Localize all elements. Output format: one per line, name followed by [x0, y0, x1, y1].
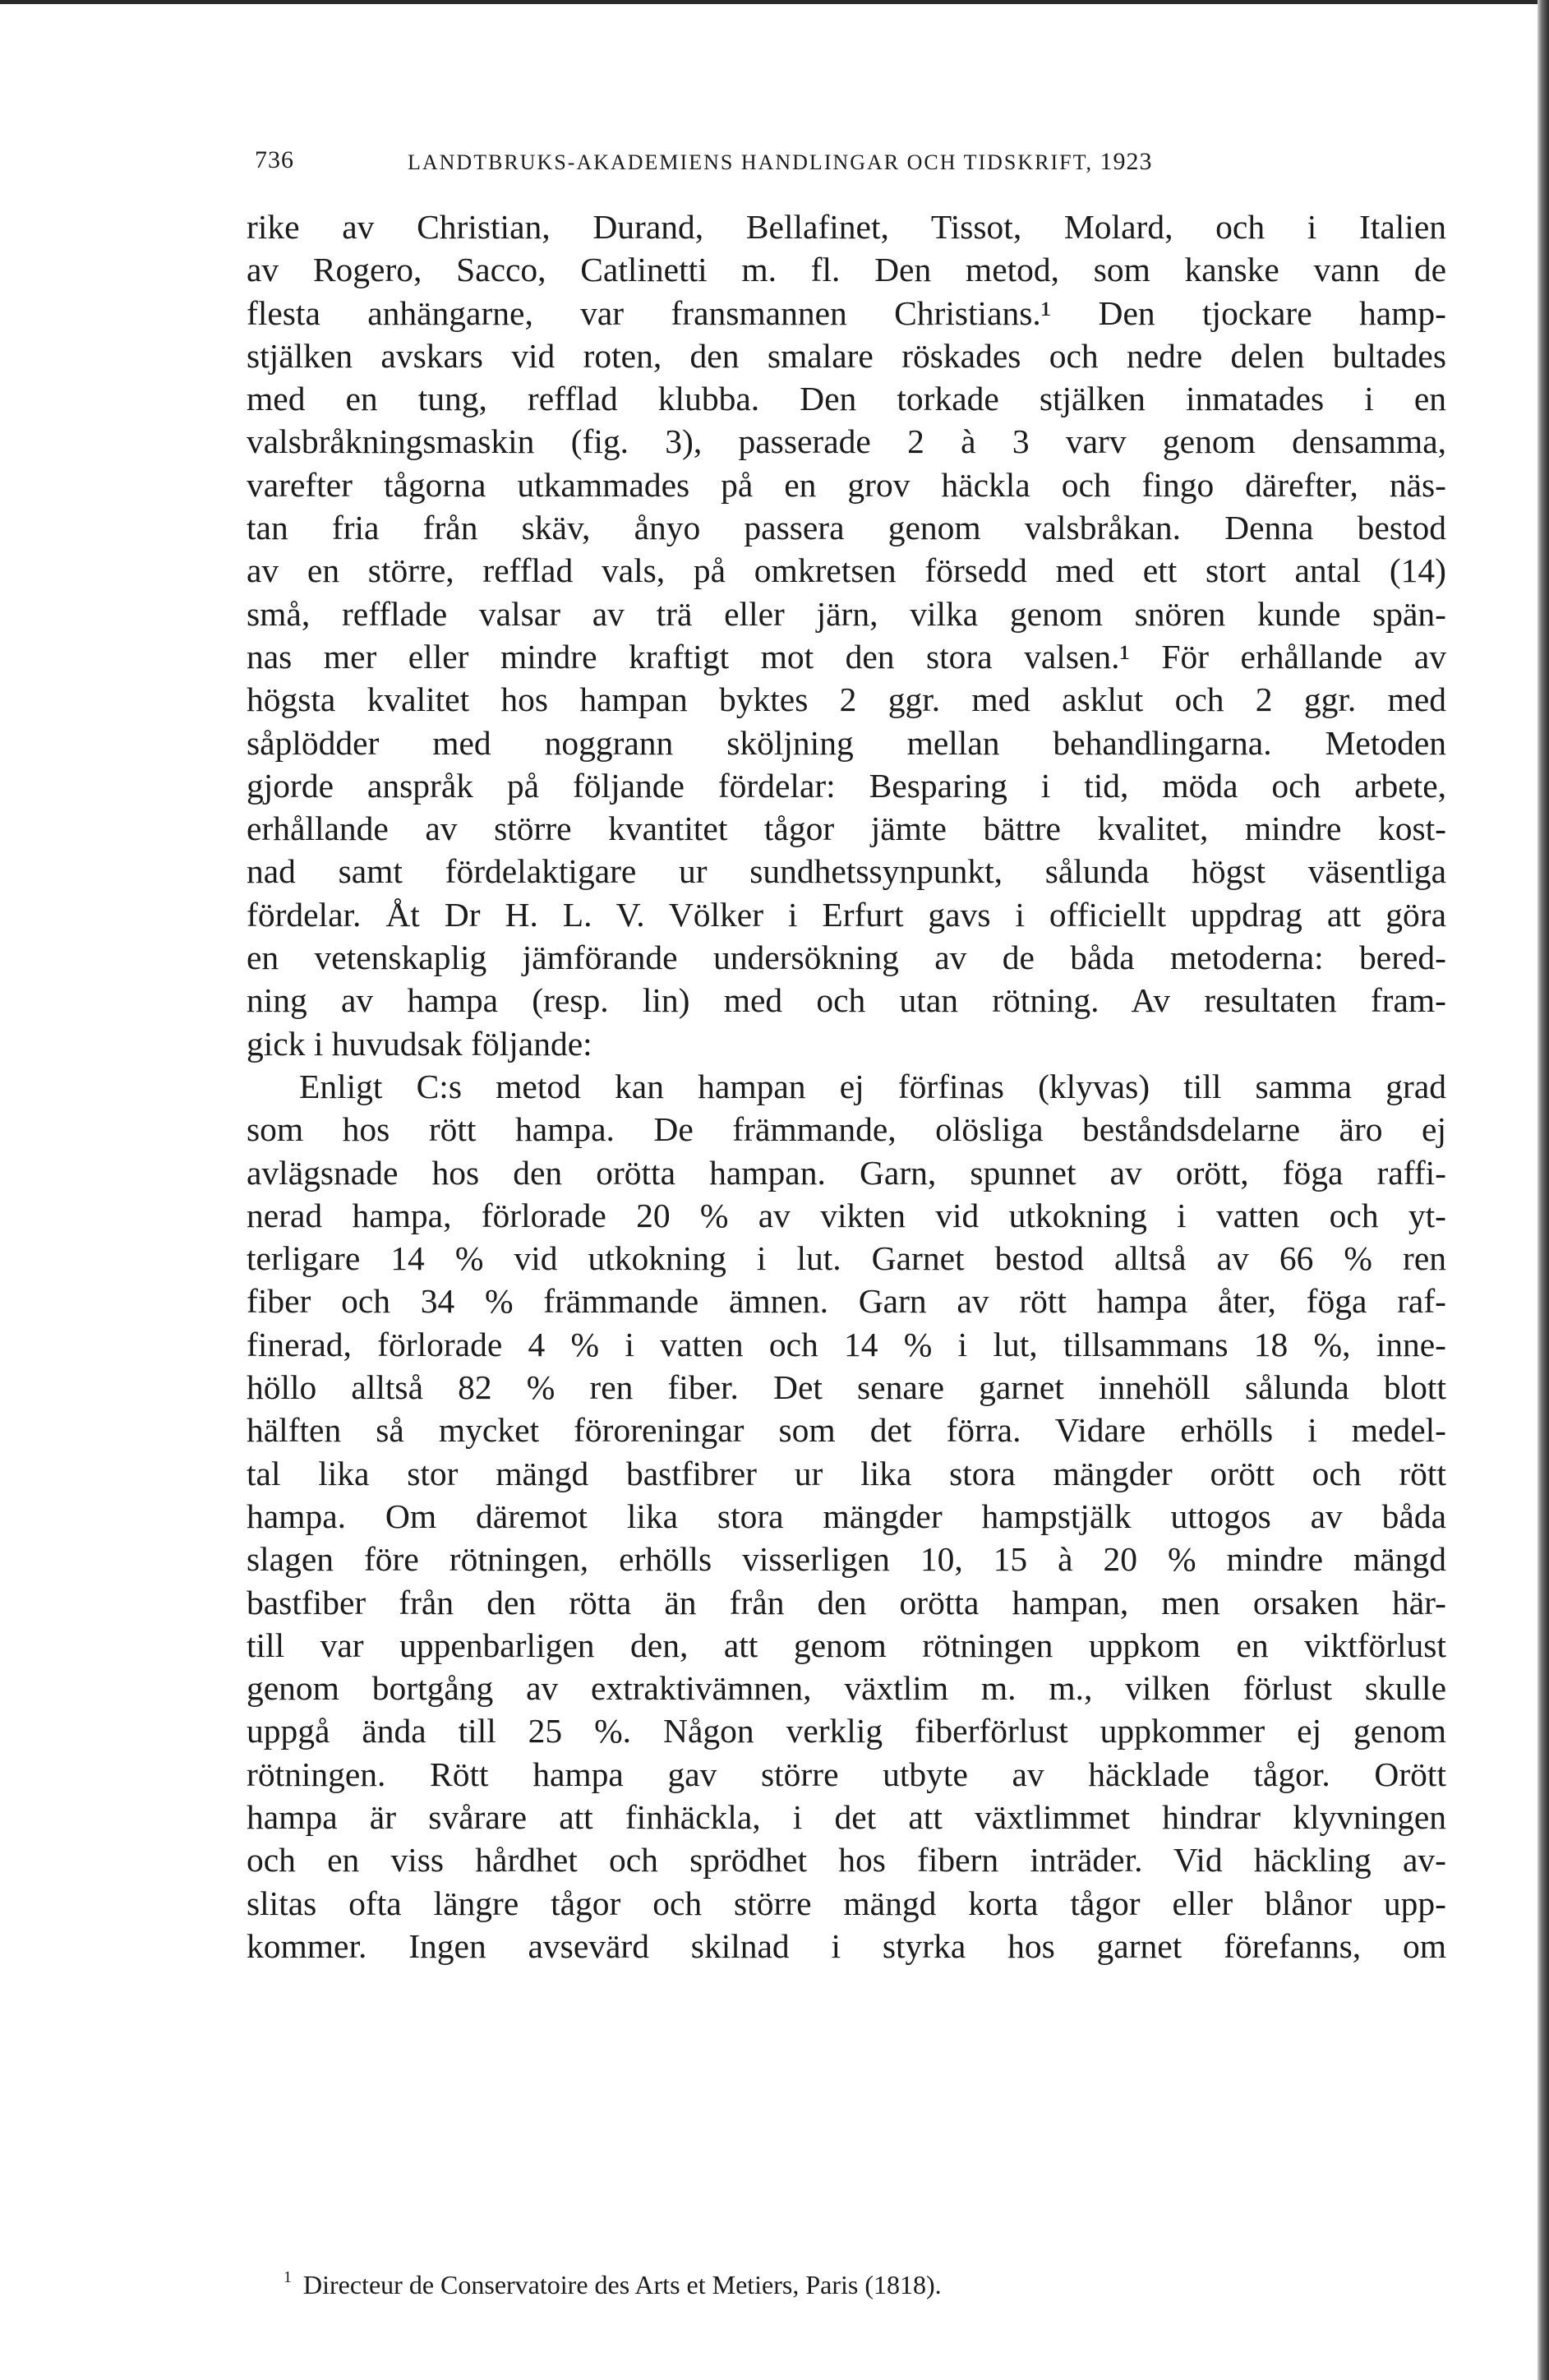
text-line: rike av Christian, Durand, Bellafinet, Tissot, Molard, och i Italien — [247, 208, 1446, 246]
text-line: små, refflade valsar av trä eller järn, vilka genom snören kunde spän- — [247, 594, 1446, 633]
running-head-year: 1923 — [1100, 148, 1153, 175]
text-line: uppgå ända till 25 %. Någon verklig fiberförlust uppkommer ej genom — [247, 1712, 1446, 1750]
text-line: fördelar. Åt Dr H. L. V. Völker i Erfurt gavs i officiellt uppdrag att göra — [247, 895, 1446, 934]
text-line: rötningen. Rött hampa gav större utbyte av häcklade tågor. Orött — [247, 1755, 1446, 1793]
text-line: hampa. Om däremot lika stora mängder hampstjälk uttogos av båda — [247, 1497, 1446, 1535]
text-line: flesta anhängarne, var fransmannen Christians.¹ Den tjockare hamp- — [247, 293, 1446, 332]
running-head — [408, 148, 1153, 176]
text-line: stjälken avskars vid roten, den smalare röskades och nedre delen bultades — [247, 336, 1446, 375]
page-number: 736 — [255, 146, 294, 173]
text-line: ning av hampa (resp. lin) med och utan rötning. Av resultaten fram- — [247, 981, 1446, 1020]
text-line: varefter tågorna utkammades på en grov häckla och fingo därefter, näs- — [247, 465, 1446, 504]
text-line: erhållande av större kvantitet tågor jämte bättre kvalitet, mindre kost- — [247, 809, 1446, 848]
text-line: valsbråkningsmaskin (fig. 3), passerade 2 à 3 varv genom densamma, — [247, 422, 1446, 461]
text-line: nas mer eller mindre kraftigt mot den stora valsen.¹ För erhållande av — [247, 637, 1446, 676]
footnote — [284, 2270, 1270, 2300]
paragraph-2 — [247, 1065, 1446, 1967]
text-line: högsta kvalitet hos hampan byktes 2 ggr. med asklut och 2 ggr. med — [247, 680, 1446, 719]
text-line: finerad, förlorade 4 % i vatten och 14 % i lut, tillsammans 18 %, inne- — [247, 1325, 1446, 1363]
text-line: höllo alltså 82 % ren fiber. Det senare garnet innehöll sålunda blott — [247, 1368, 1446, 1407]
text-line: fiber och 34 % främmande ämnen. Garn av rött hampa åter, föga raf- — [247, 1282, 1446, 1321]
scan-right-edge — [1537, 0, 1549, 2380]
text-line: gjorde anspråk på följande fördelar: Besparing i tid, möda och arbete, — [247, 766, 1446, 805]
running-head-title: LANDTBRUKS-AKADEMIENS HANDLINGAR OCH TIDSKRIFT, — [408, 150, 1094, 174]
body-text — [247, 205, 1446, 1967]
text-line: och en viss hårdhet och sprödhet hos fibern inträder. Vid häckling av- — [247, 1841, 1446, 1880]
text-line: nad samt fördelaktigare ur sundhetssynpunkt, sålunda högst väsentliga — [247, 852, 1446, 891]
text-line: terligare 14 % vid utkokning i lut. Garnet bestod alltså av 66 % ren — [247, 1239, 1446, 1278]
text-line: gick i huvudsak följande: — [247, 1024, 592, 1063]
text-line: av Rogero, Sacco, Catlinetti m. fl. Den metod, som kanske vann de — [247, 251, 1446, 289]
text-line: kommer. Ingen avsevärd skilnad i styrka hos garnet förefanns, om — [247, 1926, 1446, 1965]
footnote-text: Directeur de Conservatoire des Arts et Metiers, Paris (1818). — [303, 2270, 942, 2299]
text-line: tal lika stor mängd bastfibrer ur lika stora mängder orött och rött — [247, 1454, 1446, 1492]
page-header — [255, 146, 1290, 184]
text-line: avlägsnade hos den orötta hampan. Garn, spunnet av orött, föga raffi- — [247, 1153, 1446, 1192]
scan-top-edge — [0, 0, 1549, 4]
text-line: en vetenskaplig jämförande undersökning av de båda metoderna: bered- — [247, 939, 1446, 977]
text-line: som hos rött hampa. De främmande, olösliga beståndsdelarne äro ej — [247, 1110, 1446, 1149]
text-line: av en större, refflad vals, på omkretsen försedd med ett stort antal (14) — [247, 551, 1446, 590]
text-line: tan fria från skäv, ånyo passera genom valsbråkan. Denna bestod — [247, 509, 1446, 547]
text-line: hampa är svårare att finhäckla, i det att växtlimmet hindrar klyvningen — [247, 1797, 1446, 1836]
footnote-marker: 1 — [284, 2268, 292, 2286]
text-line: slagen före rötningen, erhölls visserligen 10, 15 à 20 % mindre mängd — [247, 1540, 1446, 1579]
text-line: hälften så mycket föroreningar som det förra. Vidare erhölls i medel- — [247, 1411, 1446, 1450]
text-line: nerad hampa, förlorade 20 % av vikten vid utkokning i vatten och yt- — [247, 1196, 1446, 1234]
text-line: såplödder med noggrann sköljning mellan behandlingarna. Metoden — [247, 723, 1446, 762]
text-line: bastfiber från den rötta än från den orötta hampan, men orsaken här- — [247, 1583, 1446, 1621]
text-line: Enligt C:s metod kan hampan ej förfinas (klyvas) till samma grad — [299, 1067, 1446, 1105]
text-line: till var uppenbarligen den, att genom rötningen uppkom en viktförlust — [247, 1626, 1446, 1664]
text-line: slitas ofta längre tågor och större mängd korta tågor eller blånor upp- — [247, 1884, 1446, 1922]
text-line: genom bortgång av extraktivämnen, växtlim m. m., vilken förlust skulle — [247, 1669, 1446, 1708]
paragraph-1 — [247, 205, 1446, 1065]
text-line: med en tung, refflad klubba. Den torkade stjälken inmatades i en — [247, 380, 1446, 418]
